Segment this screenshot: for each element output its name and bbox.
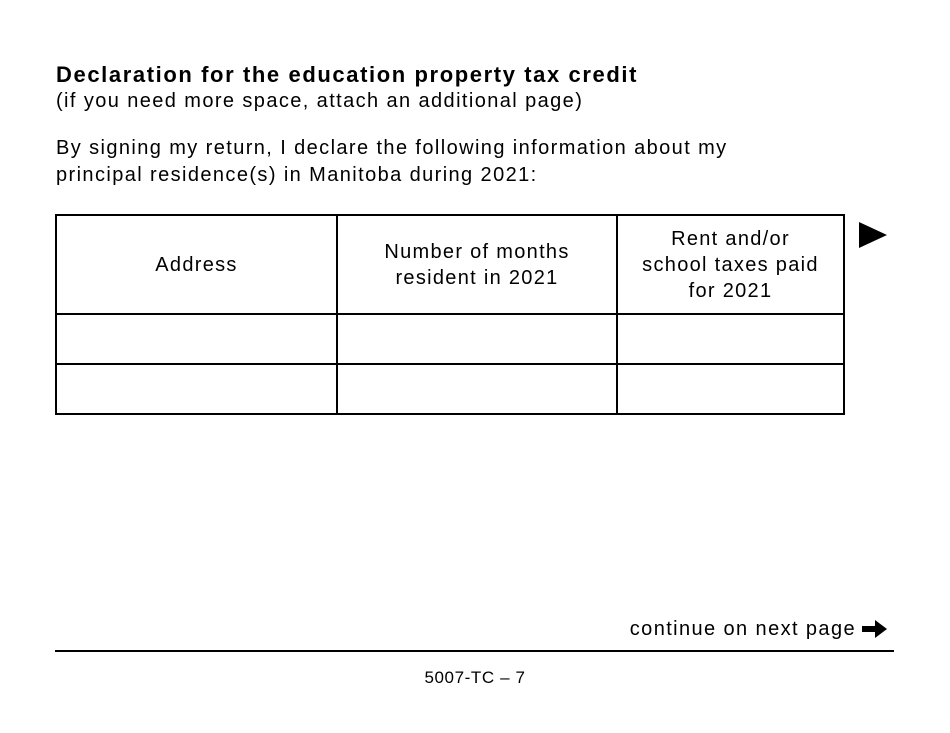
continue-label: continue on next page: [629, 618, 856, 640]
table-row: [56, 314, 844, 364]
header-taxes: [617, 215, 844, 314]
continue-next-page[interactable]: [630, 616, 890, 642]
taxes-cell[interactable]: [617, 364, 844, 414]
taxes-cell[interactable]: [617, 314, 844, 364]
months-cell[interactable]: [337, 364, 617, 414]
residence-table: [55, 214, 845, 415]
months-cell[interactable]: [337, 314, 617, 364]
declaration-intro: [56, 135, 728, 189]
footer-divider: [55, 650, 894, 652]
page-number: 5007-TC – 7: [424, 668, 526, 687]
section-subtitle: (if you need more space, attach an additional page): [56, 90, 584, 112]
address-cell[interactable]: [56, 314, 337, 364]
header-address-label: Address: [155, 253, 238, 276]
address-cell[interactable]: [56, 364, 337, 414]
intro-line-2: principal residence(s) in Manitoba during 2021:: [56, 164, 538, 186]
header-taxes-line-1: Rent and/or: [671, 227, 790, 250]
table-header-row: [56, 215, 844, 314]
header-months: [337, 215, 617, 314]
arrow-right-icon: [860, 617, 890, 641]
triangle-right-icon: [859, 222, 887, 248]
header-taxes-line-3: for 2021: [688, 279, 773, 302]
header-months-line-1: Number of months: [384, 240, 570, 263]
header-months-line-2: resident in 2021: [395, 266, 559, 289]
header-address: [56, 215, 337, 314]
table-row: [56, 364, 844, 414]
section-title: Declaration for the education property tax credit: [56, 62, 639, 87]
header-taxes-line-2: school taxes paid: [642, 253, 819, 276]
intro-line-1: By signing my return, I declare the following information about my: [56, 137, 728, 159]
